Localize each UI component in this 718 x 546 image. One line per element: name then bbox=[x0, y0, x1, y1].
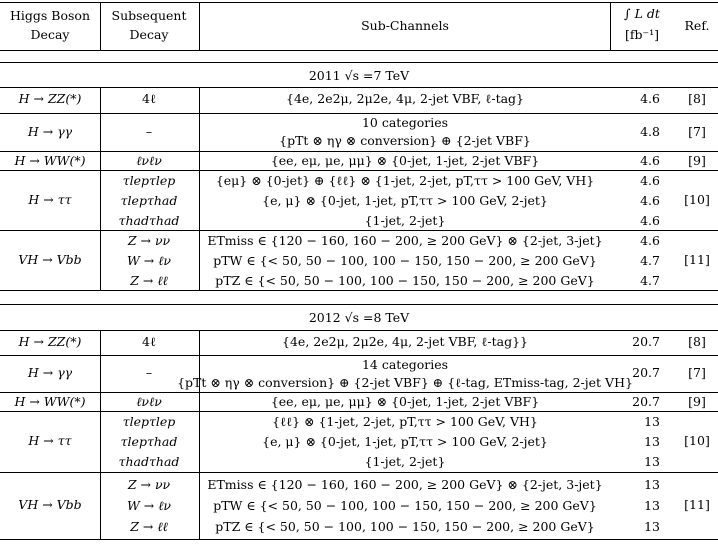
col-divider bbox=[610, 2, 611, 50]
subdecay-cell: Z → νν bbox=[127, 233, 171, 248]
ref-cell: [8] bbox=[688, 91, 706, 106]
channels-cell: ETmiss ∈ {120 − 160, 160 − 200, ≥ 200 GeV} ⊗ {2-jet, 3-jet} bbox=[207, 233, 603, 248]
channels-cell: pTZ ∈ {< 50, 50 − 100, 100 − 150, 150 − 200, ≥ 200 GeV} bbox=[215, 273, 595, 288]
header-col2-line1: Subsequent bbox=[111, 8, 187, 23]
subdecay-cell: ℓνℓν bbox=[136, 394, 162, 409]
rule-section-1-bottom bbox=[0, 290, 718, 291]
col-divider bbox=[199, 330, 200, 539]
section-title-2011: 2011 √s =7 TeV bbox=[308, 68, 410, 83]
lumi-cell: 4.6 bbox=[640, 91, 660, 106]
col-divider bbox=[199, 2, 200, 50]
rule bbox=[0, 472, 718, 473]
lumi-cell: 20.7 bbox=[632, 365, 660, 380]
ref-cell: [9] bbox=[688, 153, 706, 168]
subdecay-cell: τlepτhad bbox=[120, 434, 178, 449]
decay-cell: H → WW(*) bbox=[14, 394, 86, 409]
ref-cell: [10] bbox=[684, 192, 710, 207]
channels-cell: {ee, eμ, μe, μμ} ⊗ {0-jet, 1-jet, 2-jet VBF} bbox=[270, 153, 540, 168]
lumi-cell: 13 bbox=[644, 414, 660, 429]
channels-cell: 14 categories bbox=[361, 357, 449, 372]
header-col1-line2: Decay bbox=[30, 27, 70, 42]
decay-cell: H → γγ bbox=[27, 124, 73, 139]
lumi-cell: 20.7 bbox=[632, 394, 660, 409]
header-col1-line1: Higgs Boson bbox=[10, 8, 90, 23]
subdecay-cell: τlepτlep bbox=[122, 173, 176, 188]
channels-cell: pTW ∈ {< 50, 50 − 100, 100 − 150, 150 − 200, ≥ 200 GeV} bbox=[213, 253, 597, 268]
channels-cell: {pTt ⊗ ηγ ⊗ conversion} ⊕ {2-jet VBF} ⊕ {ℓ-tag, ETmiss-tag, 2-jet VH} bbox=[177, 375, 633, 390]
col-divider bbox=[100, 2, 101, 50]
decay-cell: H → ZZ(*) bbox=[18, 91, 82, 106]
subdecay-cell: τlepτlep bbox=[122, 414, 176, 429]
channels-cell: ETmiss ∈ {120 − 160, 160 − 200, ≥ 200 GeV} ⊗ {2-jet, 3-jet} bbox=[207, 477, 603, 492]
subdecay-cell: τhadτhad bbox=[118, 454, 180, 469]
rule bbox=[0, 330, 718, 331]
rule bbox=[0, 113, 718, 114]
subdecay-cell: τlepτhad bbox=[120, 193, 178, 208]
decay-cell: H → WW(*) bbox=[14, 153, 86, 168]
lumi-cell: 13 bbox=[644, 477, 660, 492]
header-lumi-line1: ∫ L dt bbox=[624, 6, 660, 21]
channels-cell: {ee, eμ, μe, μμ} ⊗ {0-jet, 1-jet, 2-jet VBF} bbox=[270, 394, 540, 409]
ref-cell: [11] bbox=[684, 252, 710, 267]
channels-cell: {1-jet, 2-jet} bbox=[364, 454, 446, 469]
lumi-cell: 13 bbox=[644, 434, 660, 449]
channels-cell: {eμ} ⊗ {0-jet} ⊕ {ℓℓ} ⊗ {1-jet, 2-jet, pT,ττ > 100 GeV, VH} bbox=[215, 173, 595, 188]
channels-cell: {1-jet, 2-jet} bbox=[364, 213, 446, 228]
lumi-cell: 13 bbox=[644, 454, 660, 469]
lumi-cell: 4.6 bbox=[640, 193, 660, 208]
ref-cell: [7] bbox=[688, 365, 706, 380]
header-subchannels: Sub-Channels bbox=[361, 18, 449, 33]
decay-cell: H → ττ bbox=[28, 192, 72, 207]
lumi-cell: 13 bbox=[644, 519, 660, 534]
subdecay-cell: – bbox=[145, 365, 153, 380]
channels-cell: {pTt ⊗ ηγ ⊗ conversion} ⊕ {2-jet VBF} bbox=[279, 133, 531, 148]
decay-cell: H → ττ bbox=[28, 433, 72, 448]
rule-section-2-top bbox=[0, 304, 718, 305]
rule bbox=[0, 355, 718, 356]
ref-cell: [8] bbox=[688, 334, 706, 349]
subdecay-cell: 4ℓ bbox=[142, 91, 156, 106]
lumi-cell: 13 bbox=[644, 498, 660, 513]
channels-cell: {4e, 2e2μ, 2μ2e, 4μ, 2-jet VBF, ℓ-tag} bbox=[286, 91, 524, 106]
lumi-cell: 4.6 bbox=[640, 213, 660, 228]
channels-cell: {e, μ} ⊗ {0-jet, 1-jet, pT,ττ > 100 GeV, 2-jet} bbox=[262, 434, 548, 449]
rule bbox=[0, 392, 718, 393]
channels-cell: {ℓℓ} ⊗ {1-jet, 2-jet, pT,ττ > 100 GeV, VH} bbox=[272, 414, 538, 429]
channels-cell: {e, μ} ⊗ {0-jet, 1-jet, pT,ττ > 100 GeV, 2-jet} bbox=[262, 193, 548, 208]
rule bbox=[0, 87, 718, 88]
ref-cell: [10] bbox=[684, 433, 710, 448]
subdecay-cell: Z → ℓℓ bbox=[130, 519, 168, 534]
col-divider bbox=[100, 330, 101, 539]
decay-cell: H → γγ bbox=[27, 365, 73, 380]
col-divider bbox=[199, 87, 200, 290]
header-lumi-line2: [fb⁻¹] bbox=[625, 27, 659, 42]
lumi-cell: 20.7 bbox=[632, 334, 660, 349]
subdecay-cell: – bbox=[145, 124, 153, 139]
rule bbox=[0, 151, 718, 152]
subdecay-cell: τhadτhad bbox=[118, 213, 180, 228]
rule bbox=[0, 170, 718, 171]
subdecay-cell: 4ℓ bbox=[142, 334, 156, 349]
header-ref: Ref. bbox=[684, 18, 710, 33]
decay-cell: VH → Vbb bbox=[18, 252, 82, 267]
subdecay-cell: Z → νν bbox=[127, 477, 171, 492]
section-title-2012: 2012 √s =8 TeV bbox=[308, 310, 410, 325]
lumi-cell: 4.6 bbox=[640, 173, 660, 188]
lumi-cell: 4.7 bbox=[640, 253, 660, 268]
ref-cell: [7] bbox=[688, 124, 706, 139]
channels-cell: {4e, 2e2μ, 2μ2e, 4μ, 2-jet VBF, ℓ-tag}} bbox=[282, 334, 528, 349]
rule bbox=[0, 411, 718, 412]
decay-cell: VH → Vbb bbox=[18, 497, 82, 512]
rule-header-bottom bbox=[0, 50, 718, 51]
rule-bottom bbox=[0, 539, 718, 540]
subdecay-cell: W → ℓν bbox=[126, 498, 172, 513]
channels-cell: pTW ∈ {< 50, 50 − 100, 100 − 150, 150 − 200, ≥ 200 GeV} bbox=[213, 498, 597, 513]
channels-cell: 10 categories bbox=[361, 115, 449, 130]
ref-cell: [9] bbox=[688, 394, 706, 409]
header-col2-line2: Decay bbox=[129, 27, 169, 42]
subdecay-cell: ℓνℓν bbox=[136, 153, 162, 168]
decay-cell: H → ZZ(*) bbox=[18, 334, 82, 349]
lumi-cell: 4.6 bbox=[640, 153, 660, 168]
subdecay-cell: Z → ℓℓ bbox=[130, 273, 168, 288]
rule bbox=[0, 230, 718, 231]
lumi-cell: 4.6 bbox=[640, 233, 660, 248]
lumi-cell: 4.7 bbox=[640, 273, 660, 288]
subdecay-cell: W → ℓν bbox=[126, 253, 172, 268]
col-divider bbox=[100, 87, 101, 290]
rule-section-1-top bbox=[0, 62, 718, 63]
ref-cell: [11] bbox=[684, 497, 710, 512]
channels-cell: pTZ ∈ {< 50, 50 − 100, 100 − 150, 150 − 200, ≥ 200 GeV} bbox=[215, 519, 595, 534]
lumi-cell: 4.8 bbox=[640, 124, 660, 139]
